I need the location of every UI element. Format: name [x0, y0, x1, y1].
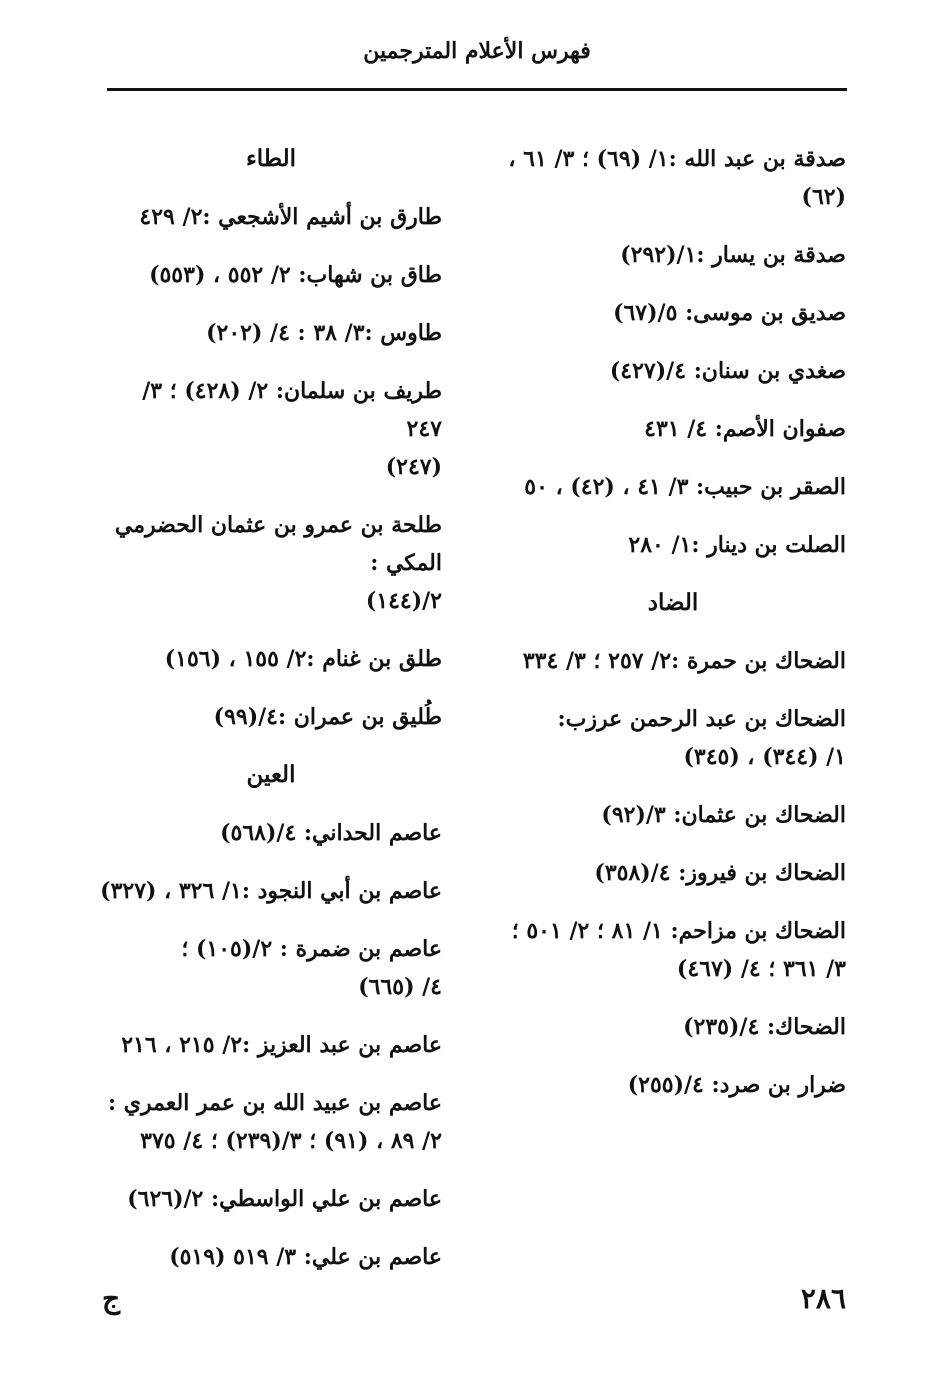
entry-line: الضحاك بن مزاحم: ١/ ٨١ ؛ ٢/ ٥٠١ ؛: [511, 918, 846, 944]
index-entry: طاق بن شهاب: ٢/ ٥٥٢ ، (٥٥٣): [149, 262, 442, 288]
index-entry: الضحاك بن عثمان: ٣/(٩٢): [601, 802, 846, 828]
entry-line: الضحاك بن عبد الرحمن عرزب:: [557, 706, 846, 732]
entry-line: عاصم بن ضمرة : ٢/(١٠٥) ؛: [181, 936, 442, 962]
page-number: ٢٨٦: [800, 1282, 846, 1315]
index-entry: عاصم بن أبي النجود :١/ ٣٢٦ ، (٣٢٧): [100, 878, 442, 904]
entry-line: ٢/ ٨٩ ، (٩١) ؛ ٣/(٢٣٩) ؛ ٤/ ٣٧٥: [140, 1128, 442, 1154]
section-heading-ain: العين: [246, 761, 296, 788]
index-entry: طُليق بن عمران :٤/(٩٩): [213, 704, 442, 730]
entry-line: (٢٤٧): [385, 454, 442, 480]
entry-line: ١/ (٣٤٤) ، (٣٤٥): [683, 744, 846, 770]
index-entry: [100, 1084, 442, 1160]
section-heading-ta: الطاء: [245, 145, 297, 172]
index-entry: الصقر بن حبيب: ٣/ ٤١ ، (٤٢) ، ٥٠: [524, 474, 846, 500]
section-heading-dad: الضاد: [647, 589, 699, 616]
entry-line: صدقة بن عبد الله :١/ (٦٩) ؛ ٣/ ٦١ ،: [508, 146, 846, 172]
index-entry: الضحاك بن فيروز: ٤/(٣٥٨): [594, 860, 846, 886]
index-entry: عاصم بن علي الواسطي: ٢/(٦٢٦): [127, 1186, 442, 1212]
entry-line: ٣/ ٣٦١ ؛ ٤/ (٤٦٧): [676, 956, 846, 982]
index-entry: الضحاك بن حمرة :٢/ ٢٥٧ ؛ ٣/ ٣٣٤: [522, 648, 846, 674]
index-entry: صديق بن موسى: ٥/(٦٧): [613, 300, 846, 326]
index-entry: طلق بن غنام :٢/ ١٥٥ ، (١٥٦): [164, 646, 442, 672]
index-entry: صغدي بن سنان: ٤/(٤٢٧): [609, 358, 846, 384]
entry-line: ٤/ (٦٦٥): [358, 974, 442, 1000]
index-entry: [100, 930, 442, 1006]
entry-line: عاصم بن عبيد الله بن عمر العمري :: [108, 1090, 442, 1116]
index-column-right: [500, 140, 846, 1124]
index-entry: [500, 140, 846, 216]
index-entry: طارق بن أشيم الأشجعي :٢/ ٤٢٩: [139, 204, 442, 230]
index-column-left: [100, 140, 442, 1296]
index-entry: عاصم الحداني: ٤/(٥٦٨): [220, 820, 442, 846]
entry-line: ٢/(١٤٤): [365, 588, 442, 614]
index-entry: عاصم بن علي: ٣/ ٥١٩ (٥١٩): [169, 1244, 442, 1270]
index-entry: ضرار بن صرد: ٤/(٢٥٥): [627, 1072, 846, 1098]
index-entry: [500, 912, 846, 988]
entry-line: طريف بن سلمان: ٢/ (٤٢٨) ؛ ٣/ ٢٤٧: [142, 378, 442, 442]
page-header-title: فهرس الأعلام المترجمين: [363, 38, 591, 64]
index-entry: [100, 372, 442, 486]
index-entry: الضحاك: ٤/(٢٣٥): [683, 1014, 846, 1040]
entry-line: (٦٢): [801, 184, 846, 210]
index-entry: [500, 700, 846, 776]
index-entry: طاوس :٣/ ٣٨ : ٤/ (٢٠٢): [206, 320, 442, 346]
index-entry: صفوان الأصم: ٤/ ٤٣١: [644, 416, 846, 442]
signature-mark: ج: [102, 1282, 121, 1315]
index-entry: [100, 506, 442, 620]
index-entry: الصلت بن دينار :١/ ٢٨٠: [628, 532, 846, 558]
header-rule: [107, 88, 847, 91]
entry-line: طلحة بن عمرو بن عثمان الحضرمي المكي :: [114, 512, 442, 576]
index-entry: صدقة بن يسار :١/(٢٩٢): [620, 242, 846, 268]
index-entry: عاصم بن عبد العزيز :٢/ ٢١٥ ، ٢١٦: [121, 1032, 442, 1058]
